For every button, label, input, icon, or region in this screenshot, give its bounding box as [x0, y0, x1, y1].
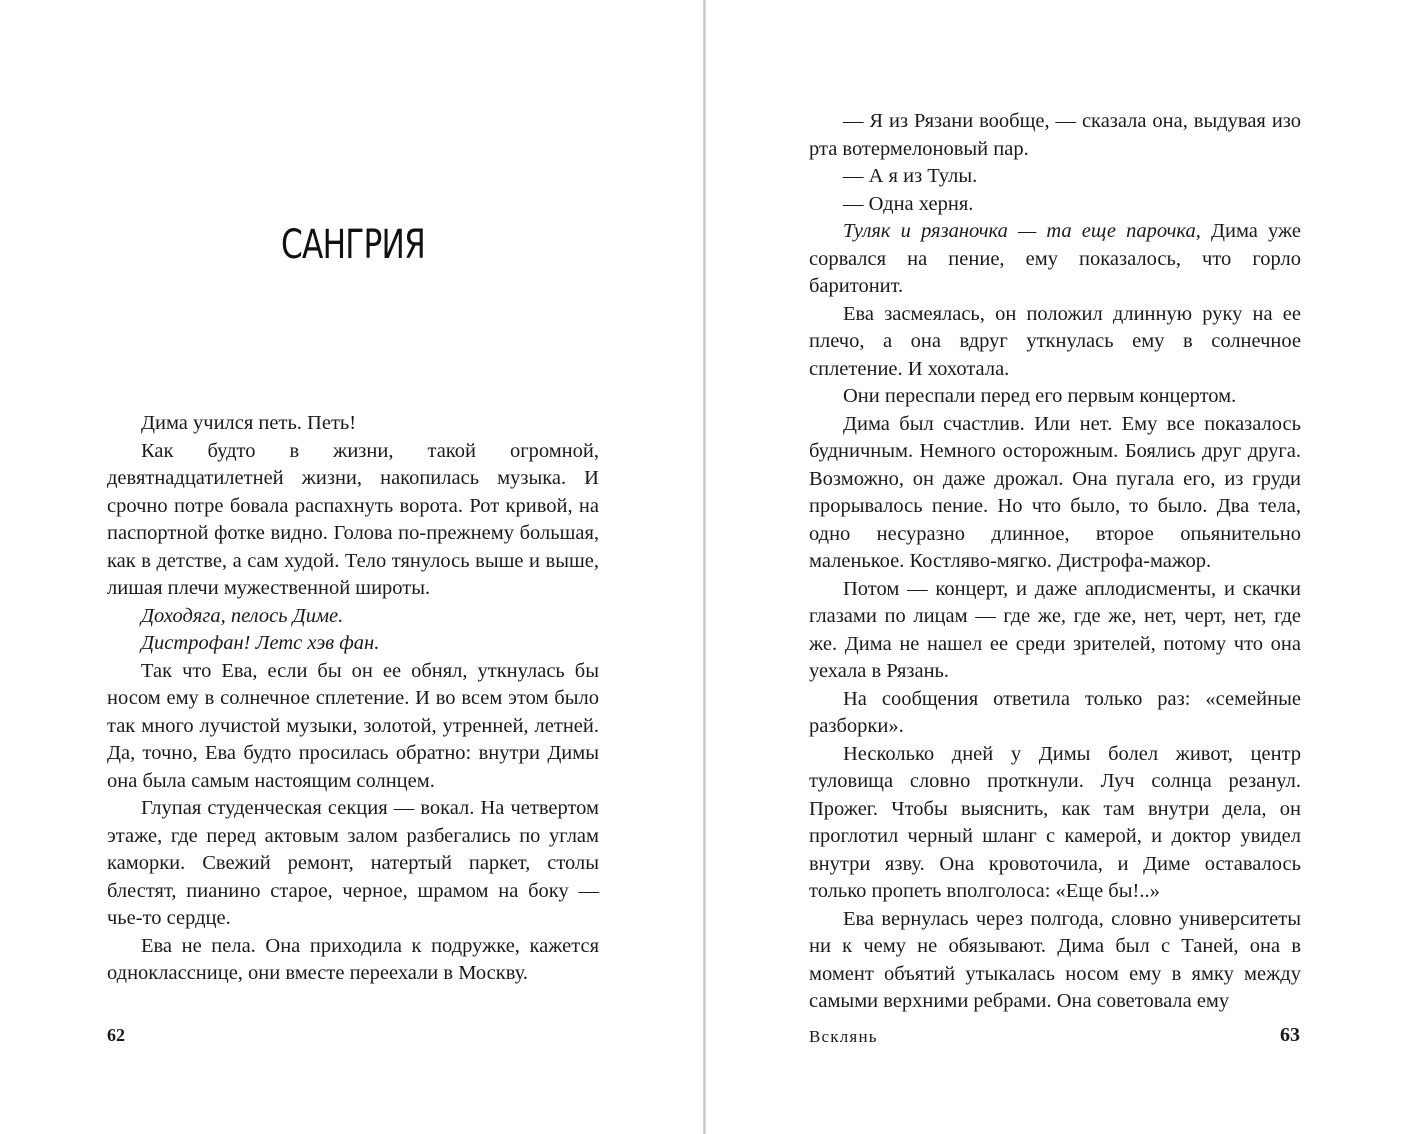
text-line: Возможно, он даже дрожал. Она пугала его, из груди	[809, 467, 1301, 490]
text-line: кое. Костляво-мягко. Дистрофа-мажор.	[870, 550, 1212, 572]
text-line: — А я из Тулы.	[843, 165, 978, 187]
text-line: ние. И хохотала.	[866, 357, 1010, 380]
text-line: блестят, пианино старое, черное, шрамом на боку —	[107, 879, 599, 902]
paragraph	[809, 383, 1301, 411]
paragraph	[809, 163, 1301, 191]
paragraph	[107, 438, 599, 603]
paragraph	[809, 411, 1301, 576]
text-line: рвался на пение, ему показалось, что горло баритонит.	[809, 247, 1301, 297]
text-line: На сообщения ответила только раз: «семейные раз	[809, 687, 1301, 737]
text-line: вища словно проткнули. Луч солнца резанул. Прожег.	[809, 770, 1301, 820]
chapter-title: САНГРИЯ	[280, 222, 425, 268]
text-line: Она кровоточила, и Диме оставалось только пропеть	[809, 852, 1301, 902]
paragraph	[107, 658, 599, 796]
text-line: Дима уже со	[809, 220, 1301, 270]
left-page-body	[107, 410, 599, 988]
text-line: сом ему в солнечное сплетение. И во всем этом было	[128, 687, 599, 709]
italic-line: Доходяга, пелось Диме.	[141, 604, 344, 627]
paragraph	[107, 933, 599, 988]
page-number-right: 63	[1280, 1024, 1300, 1046]
text-line: ты ни к чему не обязывают. Дима был с Таней, она	[809, 907, 1301, 957]
text-line: Так что Ева, если бы он ее обнял, уткнулась бы но	[107, 659, 599, 709]
paragraph	[107, 630, 599, 658]
text-line: плечи мужественной широты.	[167, 577, 431, 599]
text-line: в момент объятий утыкалась носом ему в ямку ме	[809, 935, 1301, 985]
text-line: ней. Да, точно, Ева будто просилась обратно: внутри	[107, 714, 599, 764]
text-line: фотке видно. Голова по-прежнему большая, как в дет	[107, 522, 600, 572]
text-line: Чтобы выяснить, как там внутри дела, он проглотил	[809, 797, 1301, 847]
paragraph	[809, 576, 1301, 686]
left-page	[0, 0, 704, 1134]
text-line: Ева не пела. Она приходила к подружке, кажется	[141, 934, 599, 957]
text-line: Они переспали перед его первым концертом.	[843, 385, 1237, 407]
text-line: стве, а сам худой. Тело тянулось выше и выше, лишая	[107, 549, 599, 599]
text-line: плечо, а она вдруг уткнулась ему в солнечное сплете	[809, 330, 1301, 380]
paragraph	[809, 108, 1301, 163]
text-line: бовала распахнуть ворота. Рот кривой, на паспортной	[107, 494, 600, 544]
paragraph	[107, 795, 599, 933]
text-line: уехала в Рязань.	[809, 660, 950, 682]
text-line: Дима был счастлив. Или нет. Ему все показалось	[843, 412, 1301, 435]
paragraph	[809, 301, 1301, 384]
text-line: Дима учился петь. Петь!	[141, 412, 357, 434]
text-line: Ева вернулась через полгода, словно университе	[843, 907, 1279, 930]
right-page-body	[809, 108, 1301, 1016]
paragraph	[809, 686, 1301, 741]
text-line: Как будто в жизни, такой огромной, девятнадца	[107, 439, 599, 489]
text-line: одно несуразно длинное, второе опьянительно малень	[809, 522, 1301, 572]
text-line: Потом — концерт, и даже аплодисменты, и скачки	[843, 577, 1301, 600]
text-line: однокласснице, они вместе переехали в Москву.	[107, 962, 529, 984]
running-head: Всклянь	[809, 1027, 878, 1046]
text-line: — Одна херня.	[843, 192, 974, 215]
text-line: прорывалось пение. Но что было, то было. Два тела,	[809, 495, 1301, 517]
paragraph	[809, 741, 1301, 906]
text-line: лам каморки. Свежий ремонт, натертый паркет, столы	[107, 824, 599, 874]
italic-line: Дистрофан! Летс хэв фан.	[141, 632, 380, 654]
text-line: Димы она была самым настоящим солнцем.	[107, 742, 600, 792]
text-line: Дима не нашел ее среди зрителей, потому что она	[844, 632, 1301, 655]
paragraph	[107, 603, 599, 631]
paragraph	[107, 410, 599, 438]
text-line: Ева засмеялась, он положил длинную руку на ее	[843, 302, 1301, 325]
text-line: Несколько дней у Димы болел живот, центр туло	[809, 742, 1301, 792]
text-line: так много лучистой музыки, золотой, утренней, лет	[107, 714, 563, 737]
right-page	[706, 0, 1410, 1134]
text-line: борки».	[836, 715, 904, 737]
text-line: Глупая студенческая секция — вокал. На четвер	[141, 797, 568, 819]
text-line: том этаже, где перед актовым залом разбегались по уг	[107, 797, 599, 847]
italic-line: Туляк и рязаночка — та еще парочка,	[843, 220, 1201, 242]
text-line: вполголоса: «Еще бы!..»	[946, 880, 1160, 902]
text-line: черный шланг с камерой, и доктор увидел внутри язву.	[809, 825, 1302, 875]
paragraph	[809, 906, 1301, 1016]
page-number-left: 62	[107, 1025, 125, 1045]
text-line: изо рта вотермелоновый пар.	[809, 110, 1302, 160]
text-line: тилетней жизни, накопилась музыка. И срочно потре	[107, 467, 599, 517]
text-line: — Я из Рязани вообще, — сказала она, выдувая	[843, 110, 1266, 132]
text-line: чье-то сердце.	[107, 907, 231, 929]
paragraph	[809, 191, 1301, 219]
text-line: глазами по лицам — где же, где же, нет, черт, нет, где же.	[809, 605, 1301, 655]
text-line: жду самыми верхними ребрами. Она советовала ему	[809, 962, 1301, 1012]
text-line: будничным. Немного осторожным. Боялись друг друга.	[809, 440, 1301, 462]
paragraph	[809, 218, 1301, 301]
